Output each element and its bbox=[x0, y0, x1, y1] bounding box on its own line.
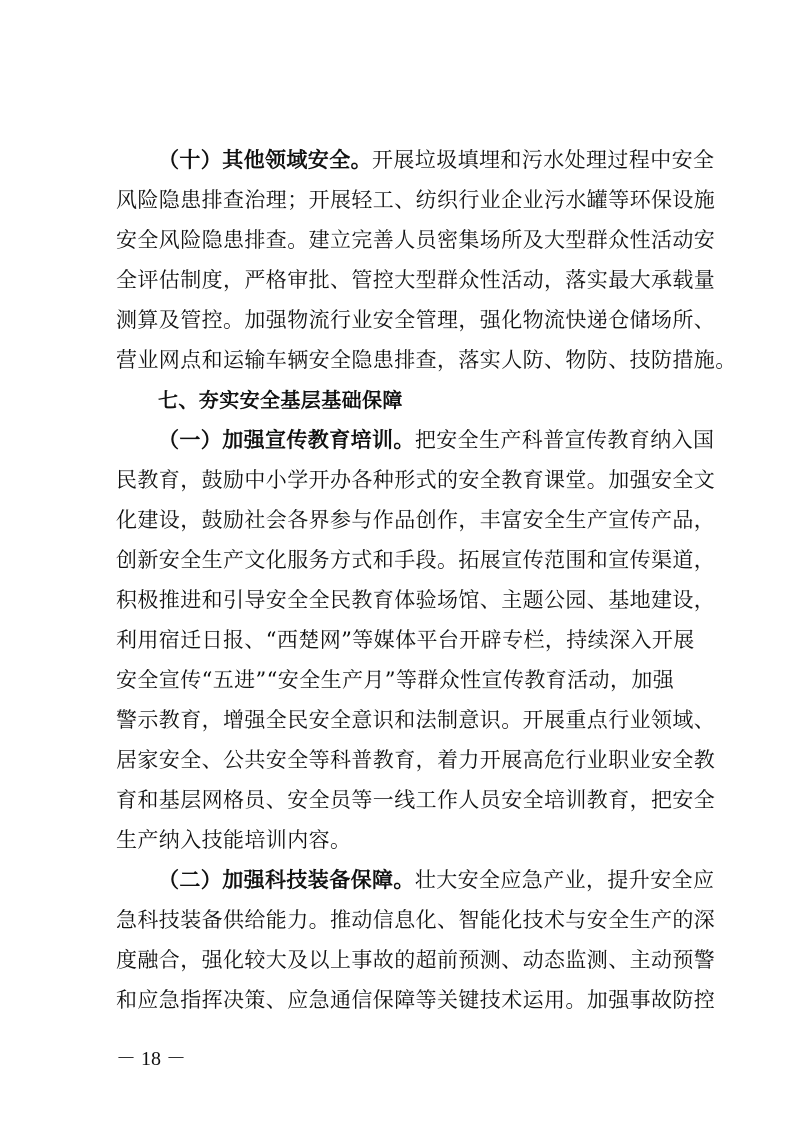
item-1-line-11: 生产纳入技能培训内容。 bbox=[116, 828, 352, 852]
item-1-line-7: 安全宣传“五进”“安全生产月”等群众性宣传教育活动，加强 bbox=[116, 668, 675, 692]
item-2-line-3: 度融合，强化较大及以上事故的超前预测、动态监测、主动预警 bbox=[116, 948, 716, 972]
section-10-line-2: 风险隐患排查治理；开展轻工、纺织行业企业污水罐等环保设施 bbox=[116, 188, 716, 212]
item-1-first-text: 把安全生产科普宣传教育纳入国 bbox=[414, 428, 715, 452]
item-1-line-5: 积极推进和引导安全全民教育体验场馆、主题公园、基地建设， bbox=[116, 588, 716, 612]
item-1-line-2: 民教育，鼓励中小学开办各种形式的安全教育课堂。加强安全文 bbox=[116, 468, 716, 492]
item-1-line-10: 育和基层网格员、安全员等一线工作人员安全培训教育，把安全 bbox=[116, 788, 716, 812]
section-10-line-1 bbox=[158, 147, 715, 173]
section-10-lead: （十）其他领域安全。 bbox=[158, 148, 372, 172]
item-1-line-1 bbox=[158, 427, 715, 453]
section-10-line-4: 全评估制度，严格审批、管控大型群众性活动，落实最大承载量 bbox=[116, 268, 716, 292]
item-2-line-1 bbox=[158, 867, 715, 893]
section-10-first-text: 开展垃圾填埋和污水处理过程中安全 bbox=[372, 148, 715, 172]
item-2-lead: （二）加强科技装备保障。 bbox=[158, 868, 415, 892]
section-10-line-3: 安全风险隐患排查。建立完善人员密集场所及大型群众性活动安 bbox=[116, 228, 716, 252]
page-number: － 18 － bbox=[116, 1048, 186, 1070]
item-1-lead: （一）加强宣传教育培训。 bbox=[158, 428, 415, 452]
item-2-first-text: 壮大安全应急产业，提升安全应 bbox=[414, 868, 715, 892]
item-1-line-3: 化建设，鼓励社会各界参与作品创作，丰富安全生产宣传产品， bbox=[116, 508, 716, 532]
section-10-line-6: 营业网点和运输车辆安全隐患排查，落实人防、物防、技防措施。 bbox=[116, 348, 737, 372]
item-2-line-4: 和应急指挥决策、应急通信保障等关键技术运用。加强事故防控 bbox=[116, 988, 716, 1012]
item-2-line-2: 急科技装备供给能力。推动信息化、智能化技术与安全生产的深 bbox=[116, 908, 716, 932]
item-1-line-8: 警示教育，增强全民安全意识和法制意识。开展重点行业领域、 bbox=[116, 708, 716, 732]
item-1-line-9: 居家安全、公共安全等科普教育，着力开展高危行业职业安全教 bbox=[116, 748, 716, 772]
item-1-line-6: 利用宿迁日报、“西楚网”等媒体平台开辟专栏，持续深入开展 bbox=[116, 628, 695, 652]
section-heading-7: 七、夯实安全基层基础保障 bbox=[158, 388, 403, 412]
item-1-line-4: 创新安全生产文化服务方式和手段。拓展宣传范围和宣传渠道， bbox=[116, 548, 716, 572]
section-10-line-5: 测算及管控。加强物流行业安全管理，强化物流快递仓储场所、 bbox=[116, 308, 716, 332]
